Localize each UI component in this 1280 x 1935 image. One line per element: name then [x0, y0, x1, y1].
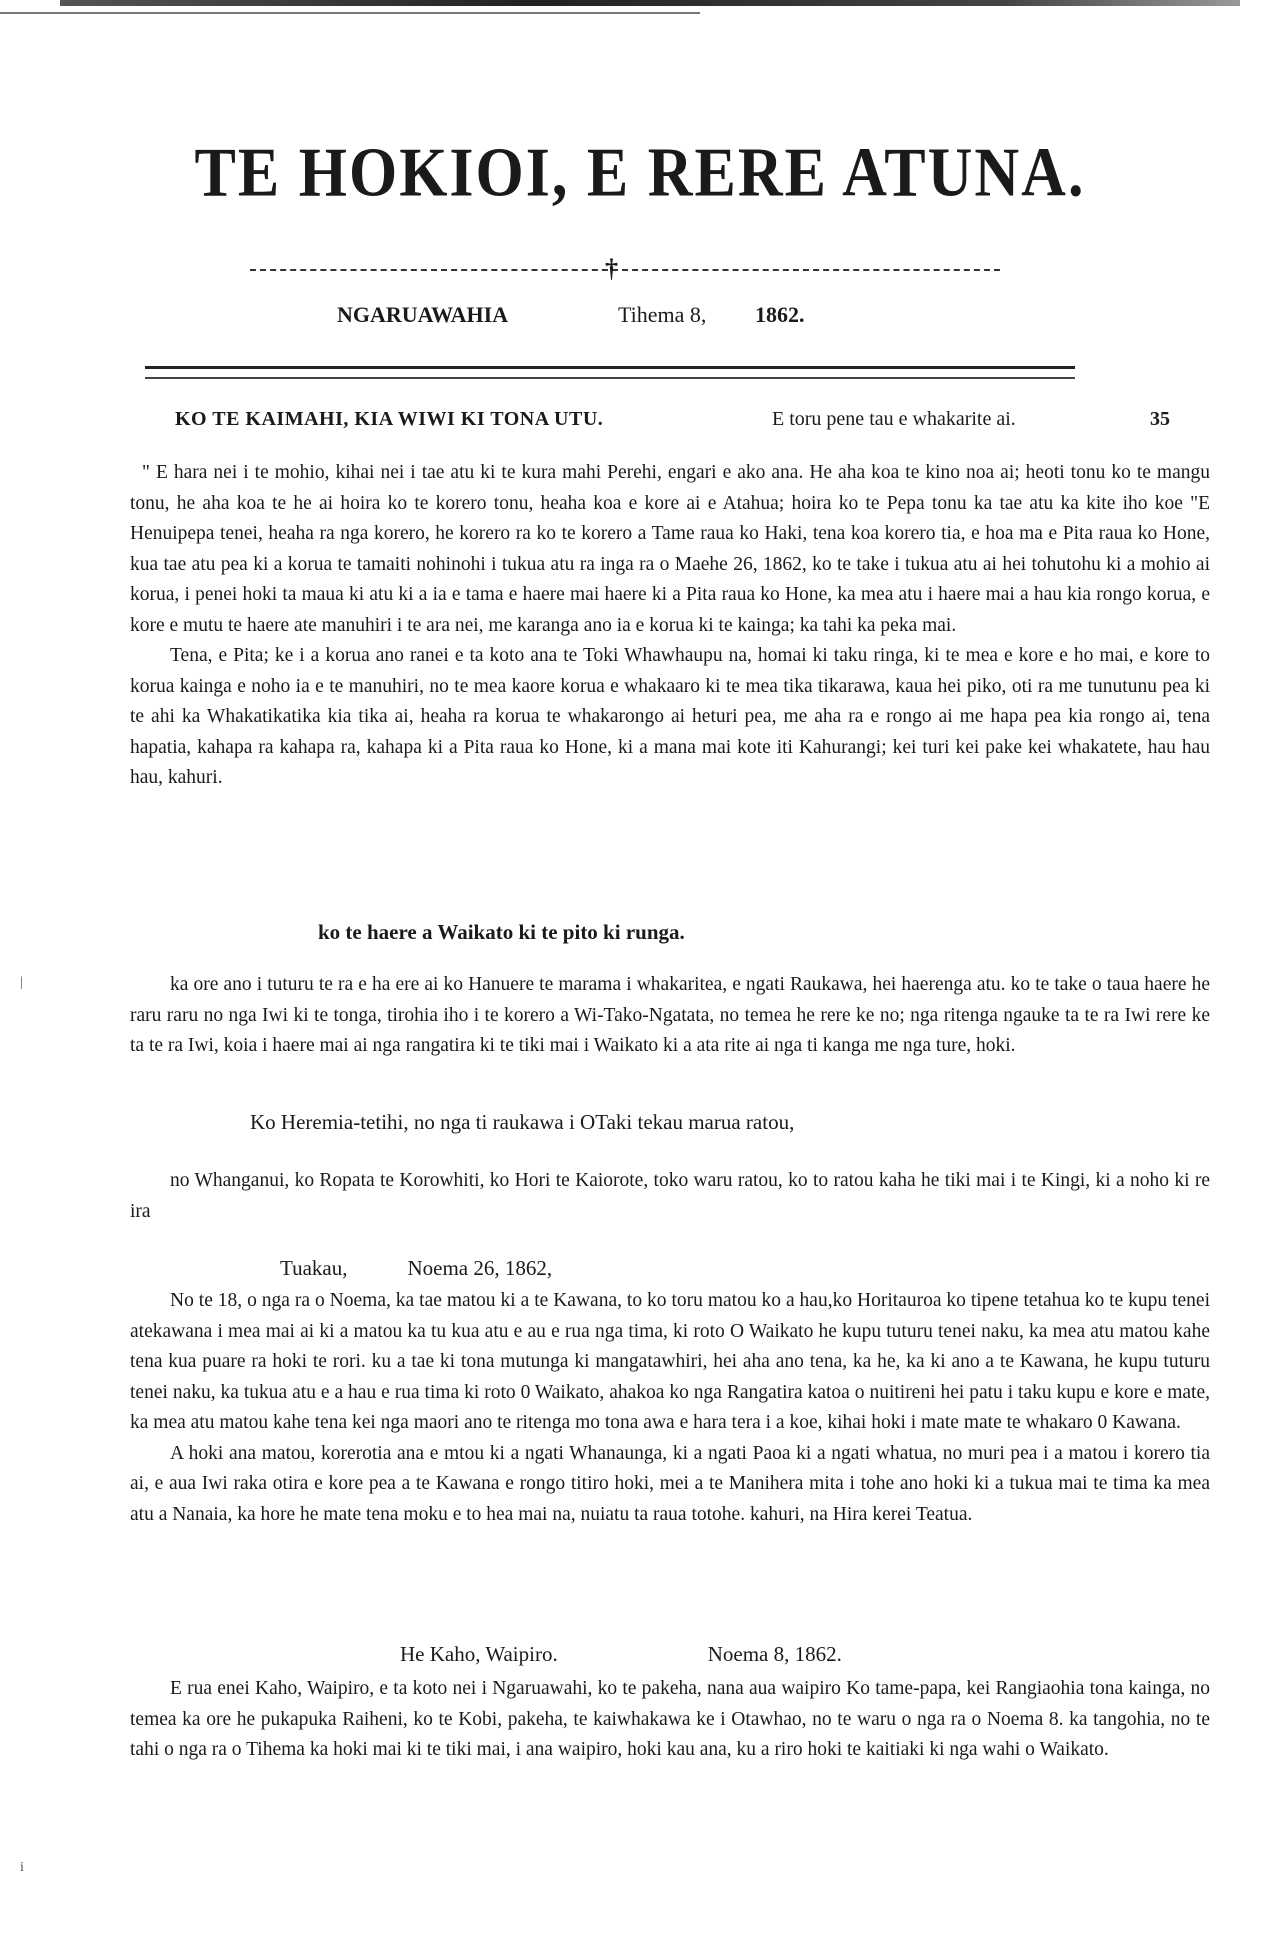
tuakau-heading: [280, 1256, 552, 1281]
waipiro-heading: [400, 1642, 842, 1667]
tuakau-paragraph-1: No te 18, o nga ra o Noema, ka tae matou ki a te Kawana, to ko toru matou ko a hau,ko Horitauroa ko tipene tetahua ko te kupu tenei atekawana i mea mai ai ki a matou ka tu kua atu e au e rua nga tima, ki roto O Waikato he kupu tuturu tenei naku, ka mea atu matou kahe tena kua puare ra hoki te rori. ku a tae ki tona mutunga ki mangatawhiri, hei aha ano tena, ka he, ka ki ano a te Kawana, he kupu tuturu tenei naku, ka tukua atu e a hau e rua tima ki roto 0 Waikato, ahakoa ko nga Rangatira katoa o nuitireni hei patu i taku kupu e kore e mate, ka mea atu matou kahe tena kei nga maori ano te ritenga mo tona awa e hara tera i a koe, kihai hoki i mate mate te whakaro 0 Kawana.: [130, 1290, 1210, 1433]
margin-speck: i: [20, 1860, 24, 1875]
hymn-body: [130, 458, 1210, 794]
top-border-line: [0, 12, 700, 14]
hymn-tune: E toru pene tau e whakarite ai.: [772, 408, 1016, 430]
dateline-year: 1862.: [755, 302, 805, 327]
divider-dash-line: [250, 269, 1000, 271]
hymn-paragraph-2: Tena, e Pita; ke i a korua ano ranei e ta koto ana te Toki Whawhaupu na, homai ki taku ringa, ki te mea e kore e ho mai, e kore to korua kainga e noho ia e te manuhiri, no te mea kaore korua e whakaaro ki te mea tika tikarawa, kaua hei piko, oti ra me tunutunu pea ki te ahi ka Whakatikatika kia tika ai, heaha ra korua te whakarongo ai heturi pea, me aha ra e rongo ai me hapa pea kia rongo ai, tena hapatia, kahapa ra kahapa ra, kahapa ki a Pita raua ko Hone, ki a mana mai kote iti Kahurangi; kei turi kei pake kei whakatete, hau hau hau, kahuri.: [130, 645, 1210, 788]
whanganui-paragraph: no Whanganui, ko Ropata te Korowhiti, ko Hori te Kaiorote, toko waru ratou, ko to ratou kaha he tiki mai i te Kingi, ki a noho ki re ira: [130, 1170, 1210, 1222]
dateline: [0, 302, 1280, 338]
dateline-place: NGARUAWAHIA: [337, 302, 509, 327]
tuakau-date: Noema 26, 1862,: [407, 1256, 553, 1280]
dagger-ornament-icon: †: [605, 254, 618, 283]
hymn-heading: [0, 408, 1280, 442]
heremia-line: Ko Heremia-tetihi, no nga ti raukawa i OTaki tekau marua ratou,: [250, 1110, 795, 1134]
waikato-paragraph: ka ore ano i tuturu te ra e ha ere ai ko Hanuere te marama i whakaritea, e ngati Raukawa, hei haerenga atu. ko te take o taua haere he raru raru no nga Iwi ki te tonga, tirohia iho i te korero a Wi-Tako-Ngatata, no temea he rere ke no; nga ritenga ngauke ta te ra Iwi rere ke ta te ra Iwi, koia i haere mai ai nga rangatira ki te tiki mai i Waikato ki a ata rite ai nga ti kanga me nga ture, hoki.: [130, 974, 1210, 1056]
waipiro-place: He Kaho, Waipiro.: [400, 1642, 558, 1666]
margin-speck: |: [20, 975, 23, 990]
tuakau-body: [130, 1286, 1210, 1530]
waikato-heading: ko te haere a Waikato ki te pito ki runga.: [318, 920, 685, 944]
waipiro-body: [130, 1674, 1210, 1766]
waipiro-paragraph: E rua enei Kaho, Waipiro, e ta koto nei i Ngaruawahi, ko te pakeha, nana aua waipiro Ko tame-papa, kei Rangiaohia tona kainga, no temea ka ore he pukapuka Raiheni, ko te Kobi, pakeha, te kaiwhakawa ke i Otawhao, no te waru o nga ra o Noema 8. ka tangohia, no te tahi o nga ra o Tihema ka hoki mai ki te tiki mai, i ana waipiro, hoki kau ana, ku a riro hoki te kaitiaki ki nga wahi o Waikato.: [130, 1678, 1210, 1760]
waikato-body: [130, 970, 1210, 1062]
masthead-title: TE HOKIOI, E RERE ATUNA.: [194, 134, 1086, 212]
hymn-number: 35: [1150, 408, 1170, 430]
tuakau-paragraph-2: A hoki ana matou, korerotia ana e mtou ki a ngati Whanaunga, ki a ngati Paoa ki a ngati whatua, no muri pea i a matou i korero tia ai, e aua Iwi raka otira e kore pea a te Kawana e rongo titiro hoki, mei a te Manihera mita i tohe ano hoki ki a tukua mai te tima ka mea atu a Nanaia, ka hore he mate tena moku e to hea mai na, nuiatu ta raua totohe. kahuri, na Hira kerei Teatua.: [130, 1442, 1210, 1525]
tuakau-place: Tuakau,: [280, 1256, 348, 1280]
top-border-bar: [60, 0, 1240, 6]
double-rule-divider: [145, 366, 1075, 379]
dateline-month-day: Tihema 8,: [618, 302, 707, 327]
whanganui-body: [130, 1166, 1210, 1227]
ornamental-divider: [250, 254, 1000, 283]
hymn-paragraph-1: " E hara nei i te mohio, kihai nei i tae atu ki te kura mahi Perehi, engari e ako ana. He aha koa te kino noa ai; heoti tonu ko te mangu tonu, he aha koa te he ai hoira ko te korero tonu, heaha koa e kore ai e Atahua; hoira ko te Pepa tonu ka tae atu ka kite iho koe "E Henuipepa tenei, heaha ra nga korero, he korero ra ko te korero a Tame raua ko Haki, tena koa korero tia, e hoa ma e Pita raua ko Hone, kua tae atu pea ki a korua te tamaiti nohinohi i tukua atu ra inga ra o Maehe 26, 1862, ko te take i tukua atu ai hei tohutohu ki a mohio ai korua, i penei hoki ta maua ki atu ki a ia e tama e haere mai haere ki a Pita raua ko Hone, ka mea atu i haere mai a hau kia rongo korua, e kore e mutu te haere ate manuhiri i te ara nei, me karanga ano ia e korua ki te kainga; ka tahi ka peka mai.: [130, 462, 1210, 636]
hymn-title: KO TE KAIMAHI, KIA WIWI KI TONA UTU.: [175, 408, 604, 430]
waipiro-date: Noema 8, 1862.: [707, 1642, 842, 1666]
